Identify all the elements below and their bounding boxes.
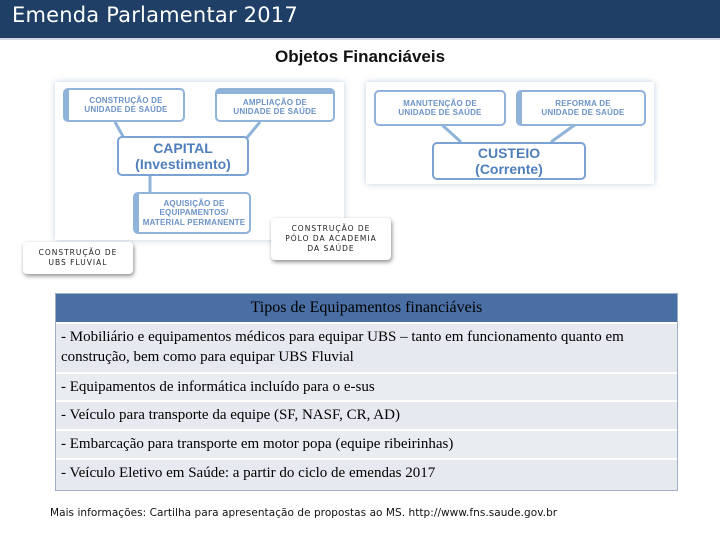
callout-ubs-fluvial: CONSTRUÇÃO DE UBS FLUVIAL [23, 242, 133, 274]
capital-diagram [55, 82, 344, 240]
reforma-unidade-box: REFORMA DE UNIDADE DE SAÚDE [516, 90, 646, 126]
title-bar [0, 0, 720, 40]
equipment-table [55, 293, 678, 491]
table-row: - Mobiliário e equipamentos médicos para equipar UBS – tanto em funcionamento quanto em construção, bem como para equipar UBS Fluvial [56, 324, 677, 374]
custeio-diagram [366, 82, 654, 184]
table-row: - Veículo Eletivo em Saúde: a partir do ciclo de emendas 2017 [56, 460, 677, 490]
custeio-box: CUSTEIO (Corrente) [432, 142, 586, 180]
manutencao-unidade-box: MANUTENÇÃO DE UNIDADE DE SAÚDE [374, 90, 506, 126]
slide-subtitle: Objetos Financiáveis [274, 47, 446, 66]
slide-title: Emenda Parlamentar 2017 [12, 3, 298, 27]
construcao-unidade-box: CONSTRUÇÃO DE UNIDADE DE SAÚDE [63, 88, 185, 122]
footer-info: Mais informações: Cartilha para apresentação de propostas ao MS. http://www.fns.saude.gov.br [50, 507, 558, 519]
callout-academia-saude: CONSTRUÇÃO DE PÓLO DA ACADEMIA DA SAÚDE [271, 218, 391, 260]
table-header: Tipos de Equipamentos financiáveis [56, 294, 677, 324]
table-row: - Veículo para transporte da equipe (SF, NASF, CR, AD) [56, 402, 677, 431]
table-row: - Embarcação para transporte em motor popa (equipe ribeirinhas) [56, 431, 677, 460]
table-row: - Equipamentos de informática incluído para o e-sus [56, 374, 677, 402]
aquisicao-equipamentos-box: AQUISIÇÃO DE EQUIPAMENTOS/ MATERIAL PERMANENTE [133, 192, 251, 234]
ampliacao-unidade-box: AMPLIAÇÃO DE UNIDADE DE SAÚDE [215, 88, 335, 122]
capital-box: CAPITAL (Investimento) [117, 136, 249, 176]
